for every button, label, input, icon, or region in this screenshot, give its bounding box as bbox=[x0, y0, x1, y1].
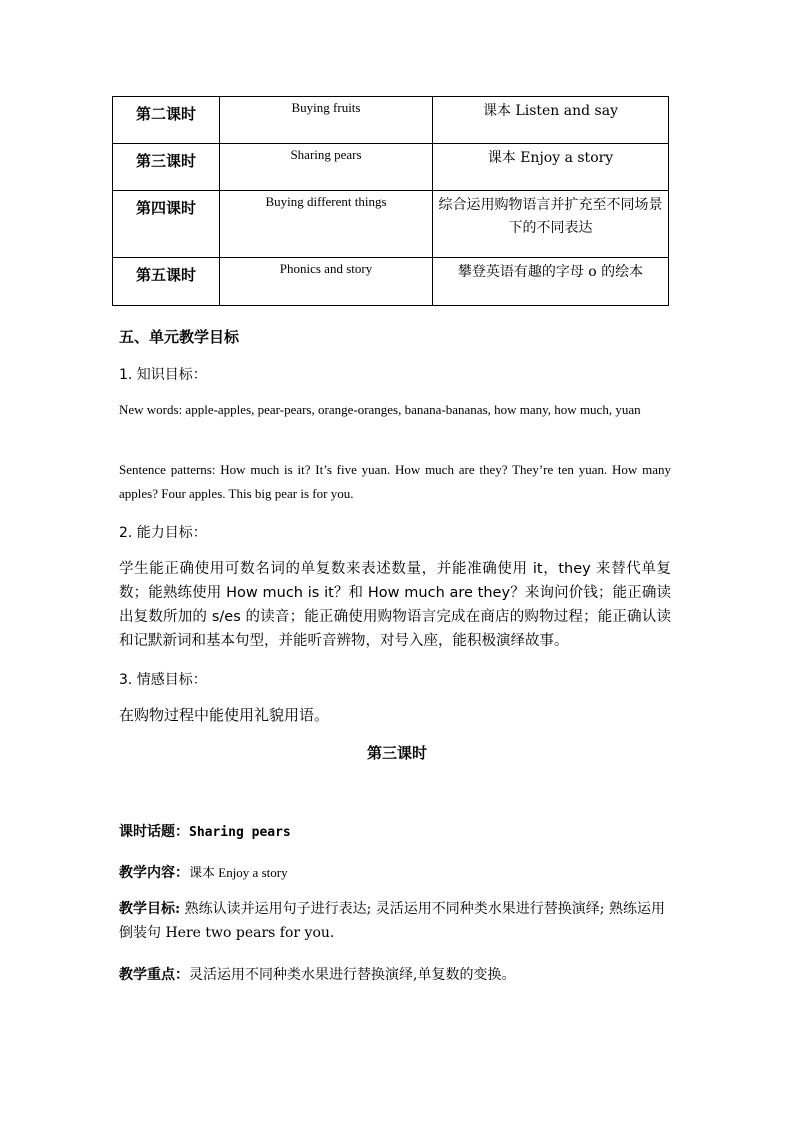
topic-cell: Phonics and story bbox=[220, 258, 433, 306]
lesson-content-line bbox=[119, 861, 671, 885]
sentence-patterns-text: Sentence patterns: How much is it? It’s five yuan. How much are they? They’re ten yuan. How many apples? Four apples. This big pear is for you. bbox=[119, 462, 671, 501]
content-value: 课本 Enjoy a story bbox=[189, 865, 288, 880]
goal-label: 教学目标: bbox=[119, 901, 181, 917]
new-words-text: New words: apple-apples, pear-pears, orange-oranges, banana-bananas, how many, how much, yuan bbox=[119, 402, 641, 417]
content-label: 教学内容： bbox=[119, 865, 189, 881]
lesson-schedule-table bbox=[112, 96, 669, 306]
lesson-goal-line bbox=[119, 897, 671, 945]
goal-value: 熟练认读并运用句子进行表达; 灵活运用不同种类水果进行替换演绎; 熟练运用倒装句 Here two pears for you. bbox=[119, 901, 665, 941]
lesson-topic-line bbox=[119, 820, 671, 845]
table-row bbox=[113, 258, 669, 306]
content-cell: 课本 Enjoy a story bbox=[433, 144, 669, 191]
ability-goal-text: 学生能正确使用可数名词的单复数来表述数量，并能准确使用 it，they 来替代单复数；能熟练使用 How much is it？和 How much are they？来询问价钱；能正确读出复数所加的 s/es 的读音；能正确使用购物语言完成在商店的购物过程；能正确认读和记默新词和基本句型，并能听音辨物，对号入座，能积极演绎故事。 bbox=[119, 561, 671, 649]
topic-value: Sharing pears bbox=[189, 825, 291, 840]
knowledge-goal-title: 1. 知识目标： bbox=[119, 367, 207, 383]
key-value: 灵活运用不同种类水果进行替换演绎,单复数的变换。 bbox=[189, 967, 516, 983]
content-cell: 课本 Listen and say bbox=[433, 97, 669, 144]
lesson-key-line bbox=[119, 963, 671, 987]
table-row bbox=[113, 144, 669, 191]
topic-cell: Buying different things bbox=[220, 191, 433, 258]
topic-label: 课时话题： bbox=[119, 824, 189, 840]
emotion-goal-text: 在购物过程中能使用礼貌用语。 bbox=[119, 706, 330, 724]
emotion-goal-title: 3. 情感目标： bbox=[119, 672, 207, 688]
period-cell: 第五课时 bbox=[113, 258, 220, 306]
content-cell: 攀登英语有趣的字母 o 的绘本 bbox=[433, 258, 669, 306]
section-heading: 五、单元教学目标 bbox=[119, 328, 240, 346]
topic-cell: Buying fruits bbox=[220, 97, 433, 144]
topic-cell: Sharing pears bbox=[220, 144, 433, 191]
period-cell: 第三课时 bbox=[113, 144, 220, 191]
key-label: 教学重点： bbox=[119, 967, 189, 983]
period-cell: 第四课时 bbox=[113, 191, 220, 258]
period-cell: 第二课时 bbox=[113, 97, 220, 144]
table-row bbox=[113, 97, 669, 144]
content-cell: 综合运用购物语言并扩充至不同场景下的不同表达 bbox=[433, 191, 669, 258]
table-row bbox=[113, 191, 669, 258]
lesson-title: 第三课时 bbox=[366, 744, 427, 762]
ability-goal-title: 2. 能力目标： bbox=[119, 525, 207, 541]
